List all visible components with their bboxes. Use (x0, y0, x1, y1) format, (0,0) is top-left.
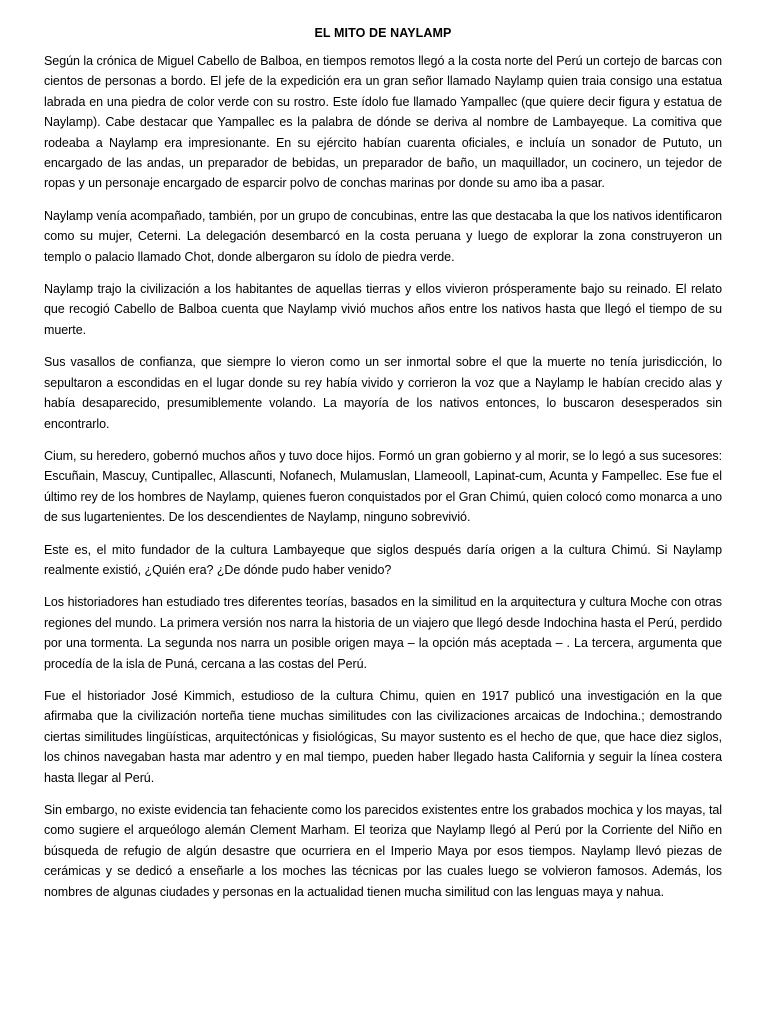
paragraph-3: Naylamp trajo la civilización a los habitantes de aquellas tierras y ellos vivieron prósperamente bajo su reinado. El relato que recogió Cabello de Balboa cuenta que Naylamp vivió muchos años entre los nativos hasta que llegó el tiempo de su muerte. (44, 282, 722, 337)
paragraph-4: Sus vasallos de confianza, que siempre lo vieron como un ser inmortal sobre el que la muerte no tenía jurisdicción, lo sepultaron a escondidas en el lugar donde su rey había vivido y corrieron la voz que a Naylamp le habían crecido alas y había desaparecido, presumiblemente volando. La mayoría de los nativos entonces, lo buscaron desesperados sin encontrarlo. (44, 355, 722, 431)
document-page (44, 26, 722, 914)
paragraph-9: Sin embargo, no existe evidencia tan fehaciente como los parecidos existentes entre los grabados mochica y los mayas, tal como sugiere el arqueólogo alemán Clement Marham. El teoriza que Naylamp llegó al Perú por la Corriente del Niño en búsqueda de refugio de algún desastre que ocurriera en el Imperio Maya por esos tiempos. Naylamp llevó piezas de cerámicas y se dedicó a enseñarle a los moches las técnicas por las cuales luego se volvieron famosos. Además, los nombres de algunas ciudades y personas en la actualidad tienen mucha similitud con las lenguas maya y nahua. (44, 803, 722, 899)
paragraph-8: Fue el historiador José Kimmich, estudioso de la cultura Chimu, quien en 1917 publicó una investigación en la que afirmaba que la civilización norteña tiene muchas similitudes con las civilizaciones arcaicas de Indochina.; demostrando ciertas similitudes lingüísticas, arquitectónicas y fisiológicas, Su mayor sustento es el hecho de que, que hace diez siglos, los chinos navegaban hasta mar adentro y en mal tiempo, pueden haber llegado hasta California y seguir la línea costera hasta llegar al Perú. (44, 688, 722, 785)
paragraph-5: Cium, su heredero, gobernó muchos años y tuvo doce hijos. Formó un gran gobierno y al morir, se lo legó a sus sucesores: Escuñain, Mascuy, Cuntipallec, Allascunti, Nofanech, Mulamuslan, Llameooll, Lapinat-cum, Acunta y Fampellec. Ese fue el último rey de los hombres de Naylamp, quienes fueron conquistados por el Gran Chimú, quien colocó como monarca a uno de sus lugartenientes. De los descendientes de Naylamp, ninguno sobrevivió. (44, 448, 722, 525)
paragraph-2: Naylamp venía acompañado, también, por un grupo de concubinas, entre las que destacaba la que los nativos identificaron como su mujer, Ceterni. La delegación desembarcó en la costa peruana y luego de explorar la zona construyeron un templo o palacio llamado Chot, donde albergaron su ídolo de piedra verde. (44, 208, 722, 264)
paragraph-1: Según la crónica de Miguel Cabello de Balboa, en tiempos remotos llegó a la costa norte del Perú un cortejo de barcas con cientos de personas a bordo. El jefe de la expedición era un gran señor llamado Naylamp quien traia consigo una estatua labrada en una piedra de color verde con su rostro. Este ídolo fue llamado Yampallec (que quiere decir figura y estatua de Naylamp). Cabe destacar que Yampallec es la palabra de dónde se deriva al nombre de Lambayeque. La comitiva que rodeaba a Naylamp era impresionante. En su ejército habían cuarenta oficiales, e incluía un sonador de Pututo, un encargado de las andas, un preparador de bebidas, un preparador de baño, un maquillador, un cocinero, un tejedor de ropas y un personaje encargado de esparcir polvo de conchas marinas por donde su amo iba a pasar. (44, 54, 722, 191)
paragraph-6: Este es, el mito fundador de la cultura Lambayeque que siglos después daría origen a la cultura Chimú. Si Naylamp realmente existió, ¿Quién era? ¿De dónde pudo haber venido? (44, 542, 722, 577)
document-title: EL MITO DE NAYLAMP (314, 26, 452, 40)
paragraph-7: Los historiadores han estudiado tres diferentes teorías, basados en la similitud en la arquitectura y cultura Moche con otras regiones del mundo. La primera versión nos narra la historia de un viajero que llegó desde Indochina hasta el Perú, perdido por una tormenta. La segunda nos narra un posible origen maya – la opción más aceptada – . La tercera, argumenta que procedía de la isla de Puná, cercana a las costas del Perú. (44, 595, 722, 671)
